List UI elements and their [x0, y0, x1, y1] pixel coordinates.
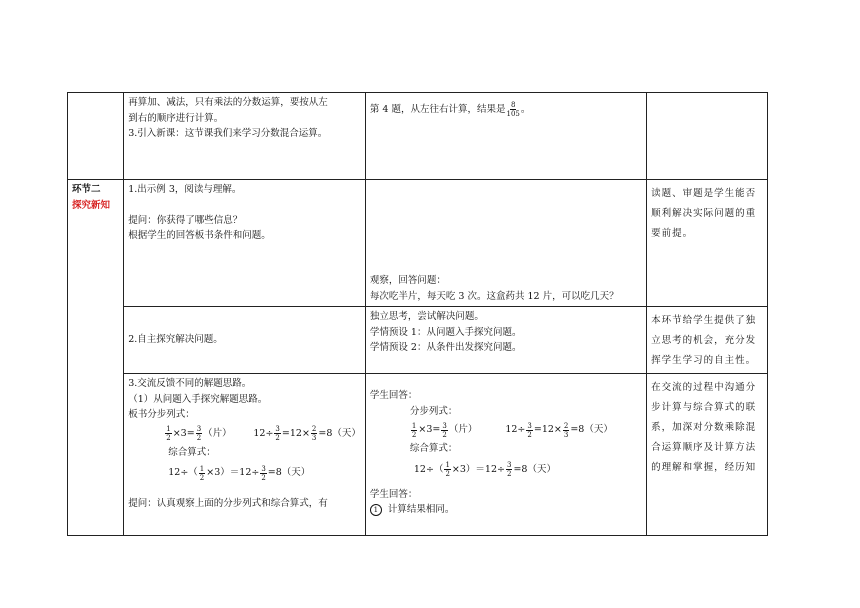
numerator: 1: [445, 461, 450, 469]
fraction: [526, 422, 532, 439]
denominator: 2: [275, 434, 280, 442]
fraction: [411, 422, 417, 439]
denominator: 2: [166, 434, 171, 442]
student-activity-cell: [365, 307, 646, 374]
text-line: 1.出示例 3，阅读与理解。: [128, 184, 242, 195]
fraction: [563, 422, 569, 439]
table-row: [68, 93, 768, 180]
numerator: 3: [196, 425, 202, 433]
step-formula: [128, 423, 361, 445]
numerator: 1: [411, 421, 417, 430]
step-formula: [370, 419, 642, 441]
numerator: 1: [166, 425, 171, 433]
fraction: [199, 465, 205, 482]
numerator: 8: [510, 101, 516, 109]
table-row: [68, 307, 768, 374]
math-text: ×3: [418, 424, 433, 436]
numerator: 2: [563, 421, 569, 430]
denominator: 2: [196, 434, 202, 442]
stage-subtitle: 探究新知: [72, 199, 111, 211]
text-span: 计算结果相同。: [387, 504, 455, 515]
fraction: [444, 461, 450, 478]
math-text: 12÷（: [413, 463, 444, 475]
student-activity-cell: [365, 374, 646, 536]
text-line: 2.自主探究解决问题。: [128, 334, 223, 346]
text-line: 综合算式：: [168, 446, 216, 458]
math-text: =: [432, 424, 441, 436]
denominator: 2: [199, 473, 205, 482]
math-text: =12×: [533, 424, 562, 436]
denominator: 2: [506, 470, 512, 478]
text-line: 学情预设 2：从条件出发探究问题。: [369, 342, 522, 353]
lesson-plan-table: [67, 92, 768, 536]
numerator: 3: [275, 425, 280, 433]
denominator: 3: [311, 434, 317, 442]
denominator: 105: [506, 110, 520, 118]
combined-formula: [370, 459, 642, 481]
fraction: [506, 461, 512, 478]
circled-number: 1: [370, 504, 382, 516]
student-activity-cell: [365, 93, 646, 180]
math-text: （片）: [448, 424, 478, 436]
math-text: 12÷: [253, 427, 274, 439]
denominator: 2: [442, 430, 447, 439]
numerator: 3: [261, 464, 266, 473]
stage-cell: [68, 180, 124, 536]
text-line: 分步列式：: [409, 405, 458, 417]
teacher-activity-cell: [124, 374, 366, 536]
text-line: 观察，回答问题：: [369, 275, 446, 286]
text-line: 学生回答：: [369, 390, 418, 401]
stage-name: 环节二: [72, 184, 101, 195]
denominator: 2: [411, 430, 417, 439]
numerator: 3: [527, 421, 532, 430]
design-intent-cell: 读题、审题是学生能否顺利解决实际问题的重要前提。: [647, 180, 768, 307]
table-row: [68, 374, 768, 536]
text-span: 第 4 题，从左往右计算，结果是: [369, 104, 506, 115]
text-line: 独立思考，尝试解决问题。: [369, 311, 484, 322]
text-line: [370, 101, 642, 118]
math-text: 12÷（: [168, 467, 198, 479]
text-line: 板书分步列式：: [128, 409, 195, 420]
math-text: =8（天）: [318, 427, 361, 439]
math-text: =8（天）: [513, 463, 556, 475]
math-text: ×3）＝12÷: [451, 463, 505, 475]
text-line: 根据学生的回答板书条件和问题。: [128, 230, 271, 241]
text-line: 3.交流反馈不同的解题思路。: [128, 378, 252, 389]
text-line: 学情预设 1：从问题入手探究问题。: [369, 326, 522, 338]
text-line: 再算加、减法，只有乘法的分数运算，要按从左: [128, 97, 328, 108]
design-intent-cell: 本环节给学生提供了独立思考的机会，充分发挥学生学习的自主性。: [647, 307, 768, 374]
numerator: 1: [199, 464, 205, 473]
numerator: 2: [311, 425, 317, 433]
fraction: [441, 422, 447, 439]
teacher-activity-cell: [124, 93, 366, 180]
text-line: 每次吃半片，每天吃 3 次。这盒药共 12 片，可以吃几天？: [369, 290, 619, 302]
numerator: 3: [442, 421, 447, 430]
numerator: 3: [506, 461, 512, 469]
text-span: 。: [520, 104, 531, 115]
denominator: 2: [527, 430, 532, 439]
fraction: [274, 425, 280, 442]
fraction: [506, 101, 519, 118]
denominator: 2: [445, 470, 450, 478]
text-line: 提问：认真观察上面的分步列式和综合算式，有: [128, 498, 328, 509]
design-intent-cell: [647, 93, 768, 180]
design-intent-cell: 在交流的过程中沟通分步计算与综合算式的联系，加深对分数乘除混合运算顺序及计算方法的理解和掌握，经历知: [647, 374, 768, 536]
math-text: （片）: [203, 427, 232, 439]
fraction: [260, 465, 266, 482]
table-row: [68, 180, 768, 307]
text-line: 学生回答：: [369, 488, 418, 500]
fraction: [311, 425, 317, 442]
blank-line: [128, 198, 361, 213]
teacher-activity-cell: [124, 307, 366, 374]
list-item: [370, 502, 642, 518]
math-text: =8（天）: [267, 467, 311, 479]
math-text: ×3）＝12÷: [206, 467, 260, 479]
math-text: ×3: [172, 427, 187, 439]
stage-cell: [68, 93, 124, 180]
denominator: 3: [563, 430, 569, 439]
math-text: =8（天）: [570, 424, 613, 436]
math-text: 12÷: [505, 424, 526, 436]
text-line: （1）从问题入手探究解题思路。: [128, 393, 268, 405]
fraction: [165, 425, 171, 442]
math-text: =: [186, 427, 195, 439]
student-activity-cell: [365, 180, 646, 307]
text-line: 到右的顺序进行计算。: [128, 112, 224, 124]
fraction: [196, 425, 202, 442]
math-text: =12×: [281, 427, 310, 439]
text-line: 3.引入新课：这节课我们来学习分数混合运算。: [128, 128, 328, 139]
denominator: 2: [261, 473, 266, 482]
combined-formula: [128, 462, 361, 484]
text-line: 综合算式：: [409, 443, 458, 454]
teacher-activity-cell: [124, 180, 366, 307]
text-line: 提问：你获得了哪些信息？: [128, 214, 243, 226]
